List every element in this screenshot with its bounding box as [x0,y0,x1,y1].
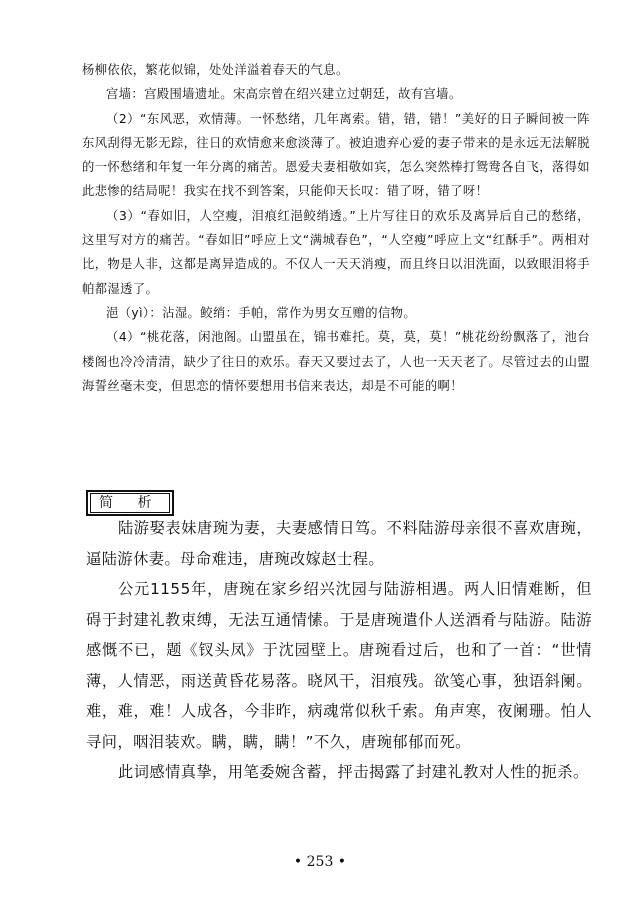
analysis-paragraph: 公元1155年，唐琬在家乡绍兴沈园与陆游相遇。两人旧情难断，但碍于封建礼教束缚，无法互通情愫。于是唐琬遣仆人送酒肴与陆游。陆游感慨不已，题《钗头凤》于沈园壁上。唐琬看过后，也和了一首：“世情薄，人情恶，雨送黄昏花易落。晓风干，泪痕残。欲笺心事，独语斜阑。难，难，难！人成各，今非昨，病魂常似秋千索。角声寒，夜阑珊。怕人寻问，咽泪装欢。瞒，瞒，瞒！”不久，唐琬郁郁而死。 [86,580,592,751]
note-3: （3）“春如旧，人空瘦，泪痕红浥鲛绡透。”上片写往日的欢乐及离异后自己的愁绪，这里写对方的痛苦。“春如旧”呼应上文“满城春色”，“人空瘦”呼应上文“红酥手”。两相对比，物是人非，这都是离异造成的。不仅人一天天消瘦，而且终日以泪洗面，以致眼泪将手帕都湿透了。 [82,208,590,296]
note-2: （2）“东风恶，欢情薄。一怀愁绪，几年离索。错，错，错！”美好的日子瞬间被一阵东风刮得无影无踪，往日的欢情愈来愈淡薄了。被迫遗弃心爱的妻子带来的是永远无法解脱的一怀愁绪和年复一年分离的痛苦。恩爱夫妻相敬如宾，怎么突然棒打鸳鸯各自飞，落得如此悲惨的结局呢！我实在找不到答案，只能仰天长叹：错了呀，错了呀！ [82,111,590,199]
note-gongqiang: 宫墙：宫殿围墙遗址。宋高宗曾在绍兴建立过朝廷，故有宫墙。 [106,87,462,102]
section-title: 简 析 [90,493,170,513]
note-yi: 浥（yì）：沾湿。鲛绡：手帕，常作为男女互赠的信物。 [106,305,417,320]
note-continuation: 杨柳依依，繁花似锦，处处洋溢着春天的气息。 [82,63,349,77]
page-number: • 253 • [293,854,347,870]
analysis-paragraph: 陆游娶表妹唐琬为妻，夫妻感情日笃。不料陆游母亲很不喜欢唐琬，逼陆游休妻。母命难违，唐琬改嫁赵士程。 [86,519,592,568]
annotation-notes [82,58,590,398]
analysis-paragraph: 此词感情真挚，用笔委婉含蓄，抨击揭露了封建礼教对人性的扼杀。 [118,763,589,781]
analysis-body [86,513,592,788]
note-4: （4）“桃花落，闲池阁。山盟虽在，锦书难托。莫，莫，莫！”桃花纷纷飘落了，池台楼阁也冷冷清清，缺少了往日的欢乐。春天又要过去了，人也一天天老了。尽管过去的山盟海誓丝毫未变，但思恋的情怀要想用书信来表达，却是不可能的啊！ [82,330,590,393]
